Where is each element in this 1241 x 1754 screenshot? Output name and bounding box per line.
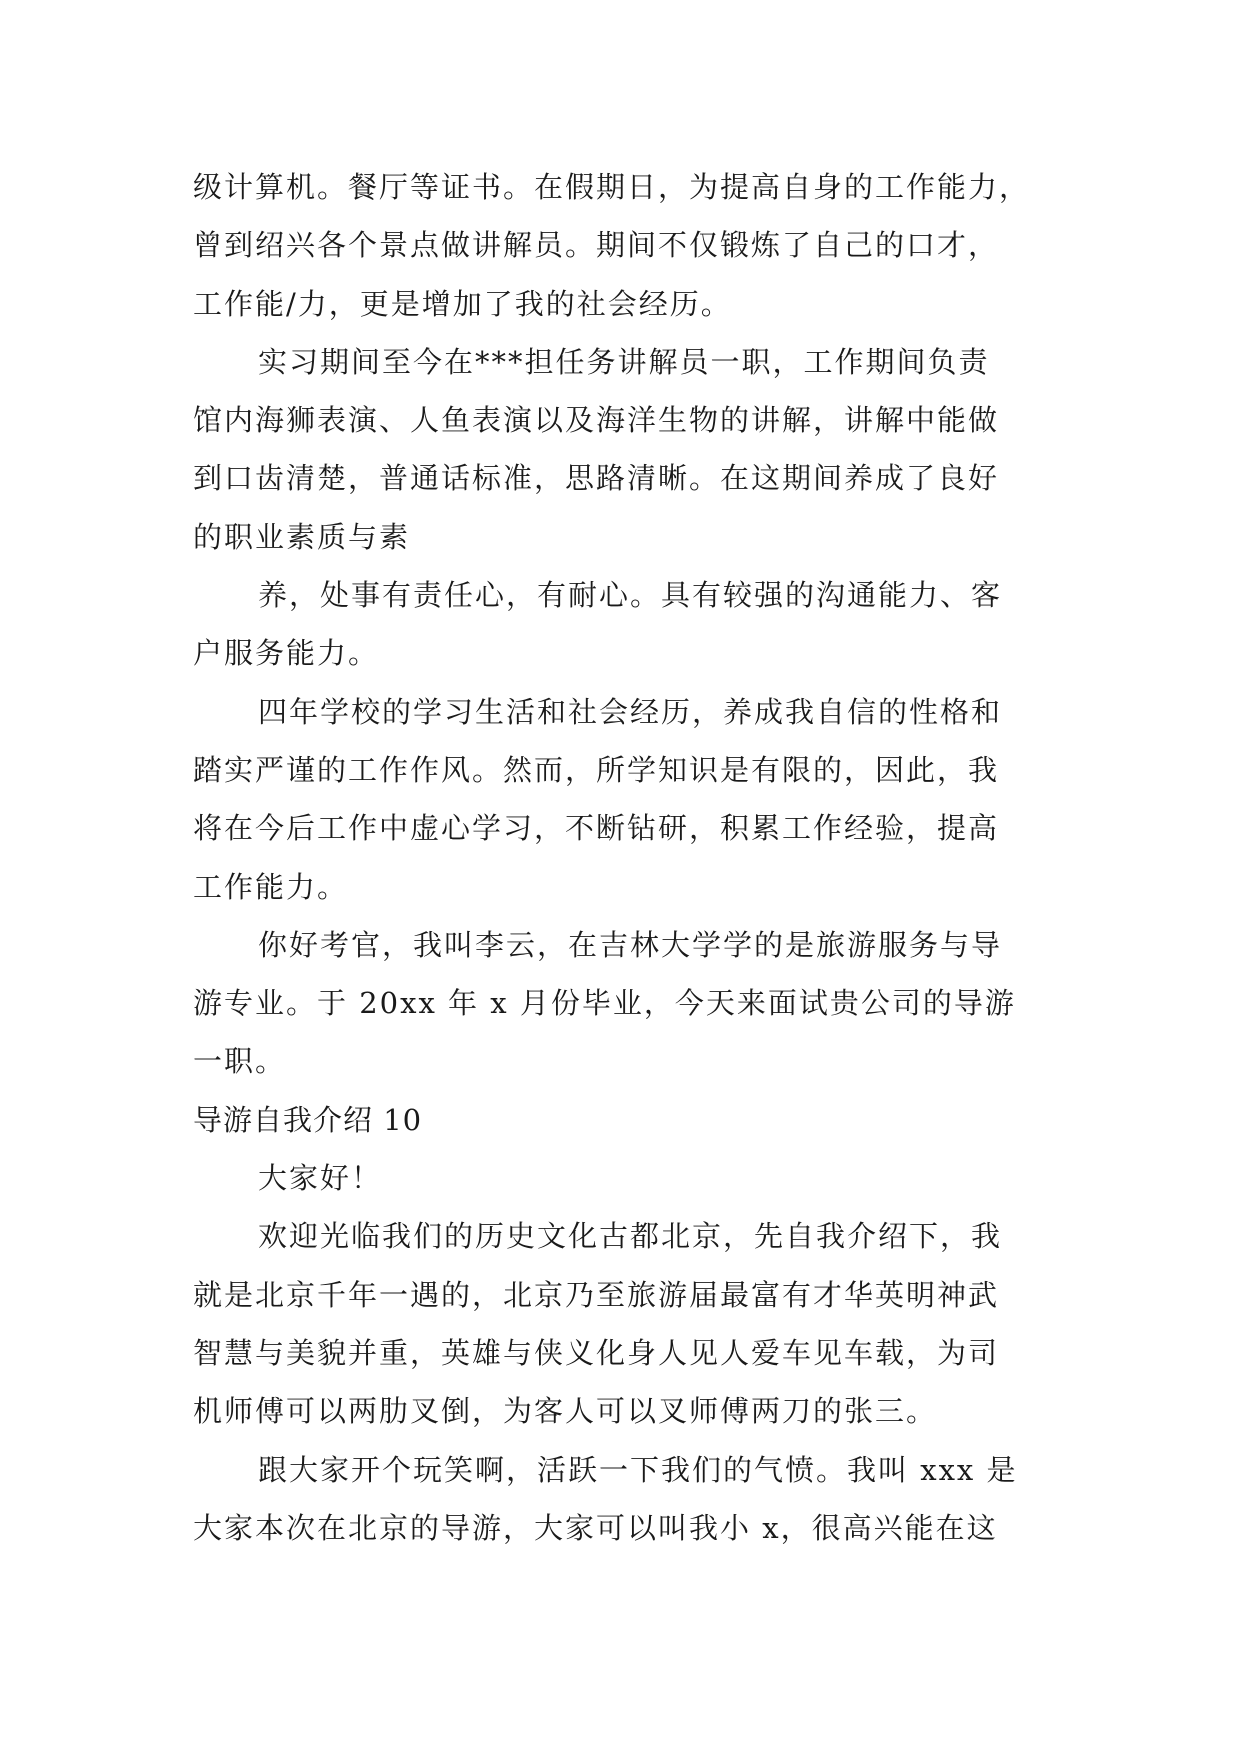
text-line: 馆内海狮表演、人鱼表演以及海洋生物的讲解，讲解中能做 bbox=[193, 403, 1000, 438]
text-line: 一职。 bbox=[193, 1044, 287, 1079]
text-line: 欢迎光临我们的历史文化古都北京，先自我介绍下，我 bbox=[258, 1219, 1003, 1254]
text-line: 四年学校的学习生活和社会经历，养成我自信的性格和 bbox=[258, 694, 1003, 729]
section-heading: 导游自我介绍 10 bbox=[193, 1102, 423, 1137]
text-line: 户服务能力。 bbox=[193, 636, 380, 671]
text-line: 工作能力。 bbox=[193, 869, 349, 904]
text-line: 级计算机。餐厅等证书。在假期日，为提高自身的工作能力， bbox=[193, 170, 1031, 204]
text-line: 工作能/力，更是增加了我的社会经历。 bbox=[193, 286, 732, 321]
text-line: 大家好！ bbox=[258, 1161, 383, 1196]
text-line: 养，处事有责任心，有耐心。具有较强的沟通能力、客 bbox=[258, 578, 1003, 613]
text-line: 跟大家开个玩笑啊，活跃一下我们的气愤。我叫 xxx 是 bbox=[258, 1452, 1018, 1487]
text-line: 实习期间至今在***担任务讲解员一职，工作期间负责 bbox=[258, 344, 990, 379]
text-line: 大家本次在北京的导游，大家可以叫我小 x，很高兴能在这 bbox=[193, 1510, 998, 1545]
text-line: 你好考官，我叫李云，在吉林大学学的是旅游服务与导 bbox=[258, 927, 1003, 962]
document-body bbox=[193, 158, 1073, 1557]
text-line: 就是北京千年一遇的，北京乃至旅游届最富有才华英明神武 bbox=[193, 1277, 1000, 1312]
text-line: 曾到绍兴各个景点做讲解员。期间不仅锻炼了自己的口才， bbox=[193, 228, 1000, 263]
text-line: 踏实严谨的工作作风。然而，所学知识是有限的，因此，我 bbox=[193, 752, 1000, 787]
text-line: 机师傅可以两肋叉倒，为客人可以叉师傅两刀的张三。 bbox=[193, 1394, 938, 1429]
text-line: 游专业。于 20xx 年 x 月份毕业，今天来面试贵公司的导游 bbox=[193, 986, 1016, 1021]
text-line: 智慧与美貌并重，英雄与侠义化身人见人爱车见车载，为司 bbox=[193, 1335, 1000, 1370]
text-line: 到口齿清楚，普通话标准，思路清晰。在这期间养成了良好 bbox=[193, 461, 1000, 496]
text-line: 的职业素质与素 bbox=[193, 519, 411, 554]
text-line: 将在今后工作中虚心学习，不断钻研，积累工作经验，提高 bbox=[193, 811, 1000, 846]
